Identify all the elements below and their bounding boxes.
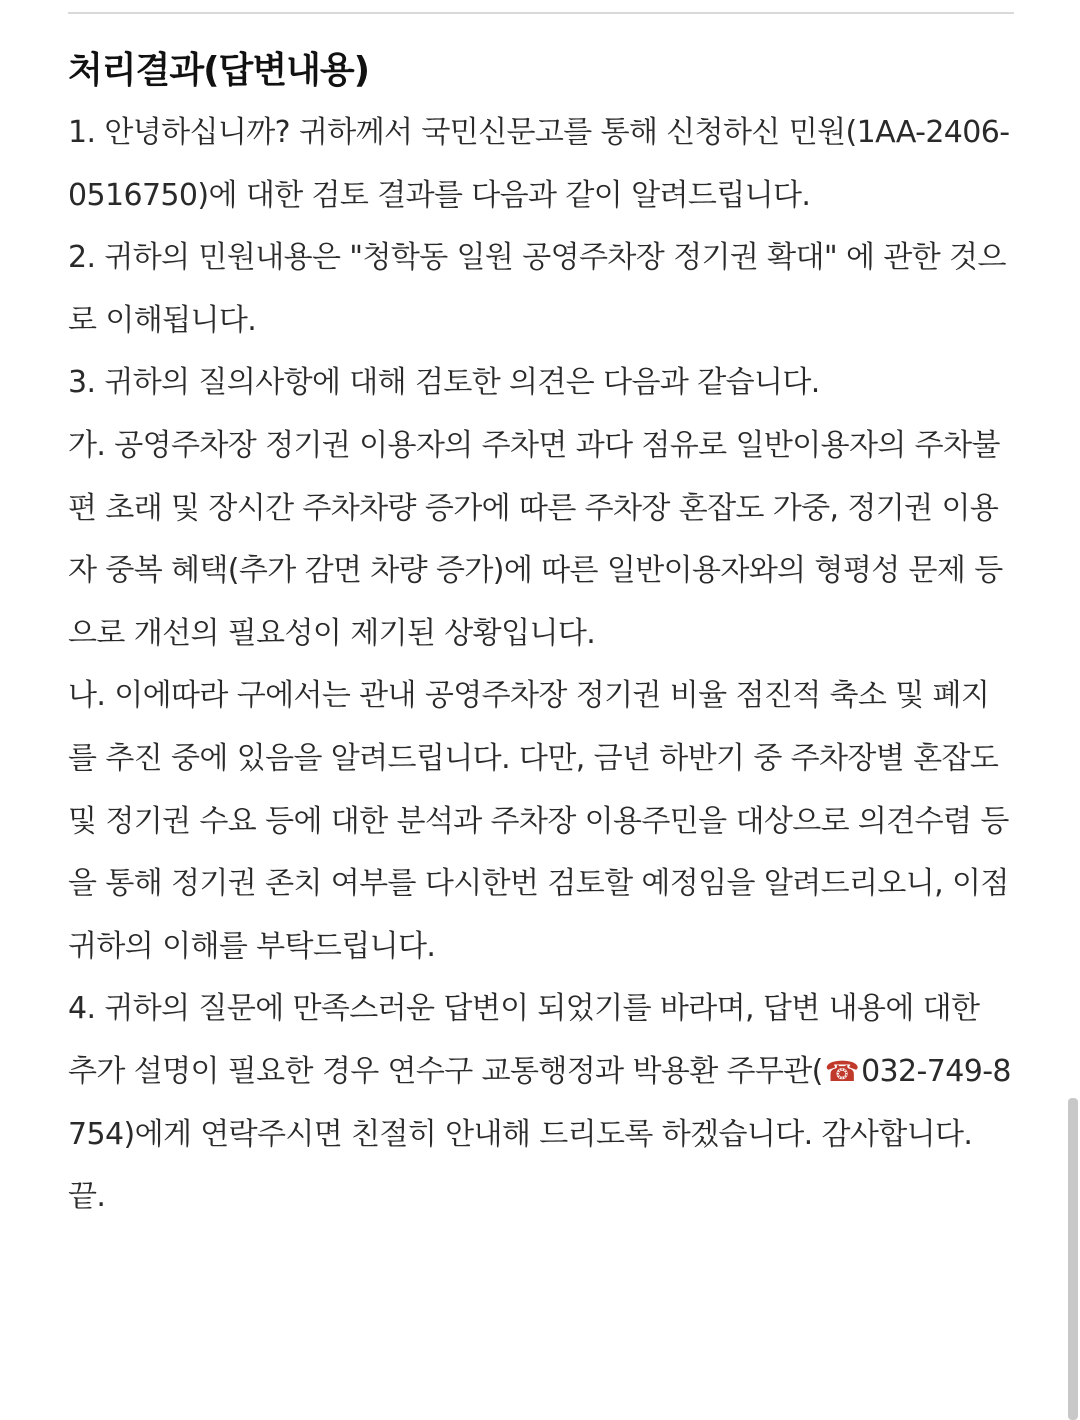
answer-paragraph-2: 2. 귀하의 민원내용은 "청학동 일원 공영주차장 정기권 확대" 에 관한 것으로 이해됩니다.	[68, 240, 1006, 338]
answer-paragraph-3a: 가. 공영주차장 정기권 이용자의 주차면 과다 점유로 일반이용자의 주차불편 초래 및 장시간 주차차량 증가에 따른 주차장 혼잡도 가중, 정기권 이용자 중복 혜택(추가 감면 차량 증가)에 따른 일반이용자와의 형평성 문제 등으로 개선의 필요성이 제기된 상황입니다.	[68, 427, 1003, 651]
answer-paragraph-4-after: )에게 연락주시면 친절히 안내해 드리도록 하겠습니다. 감사합니다. 끝.	[68, 1116, 973, 1215]
answer-paragraph-1: 1. 안녕하십니까? 귀하께서 국민신문고를 통해 신청하신 민원(1AA-2406-0516750)에 대한 검토 결과를 다음과 같이 알려드립니다.	[68, 115, 1010, 213]
section-divider	[68, 12, 1014, 14]
contact-phone-number[interactable]: 032-749-8754	[68, 1053, 1011, 1152]
answer-section	[68, 40, 1014, 1229]
answer-paragraph-4-before: 4. 귀하의 질문에 만족스러운 답변이 되었기를 바라며, 답변 내용에 대한 추가 설명이 필요한 경우 연수구 교통행정과 박용환 주무관(	[68, 991, 980, 1089]
section-title: 처리결과(답변내용)	[68, 50, 370, 91]
answer-paragraph-3: 3. 귀하의 질의사항에 대해 검토한 의견은 다음과 같습니다.	[68, 365, 820, 401]
answer-paragraph-4	[68, 978, 1014, 1228]
scrollbar[interactable]	[1066, 0, 1080, 1420]
scrollbar-thumb[interactable]	[1068, 1098, 1078, 1420]
telephone-icon: ☎	[824, 1054, 860, 1088]
answer-paragraph-3b: 나. 이에따라 구에서는 관내 공영주차장 정기권 비율 점진적 축소 및 폐지를 추진 중에 있음을 알려드립니다. 다만, 금년 하반기 중 주차장별 혼잡도 및 정기권 수요 등에 대한 분석과 주차장 이용주민을 대상으로 의견수렴 등을 통해 정기권 존치 여부를 다시한번 검토할 예정임을 알려드리오니, 이점 귀하의 이해를 부탁드립니다.	[68, 678, 1009, 964]
